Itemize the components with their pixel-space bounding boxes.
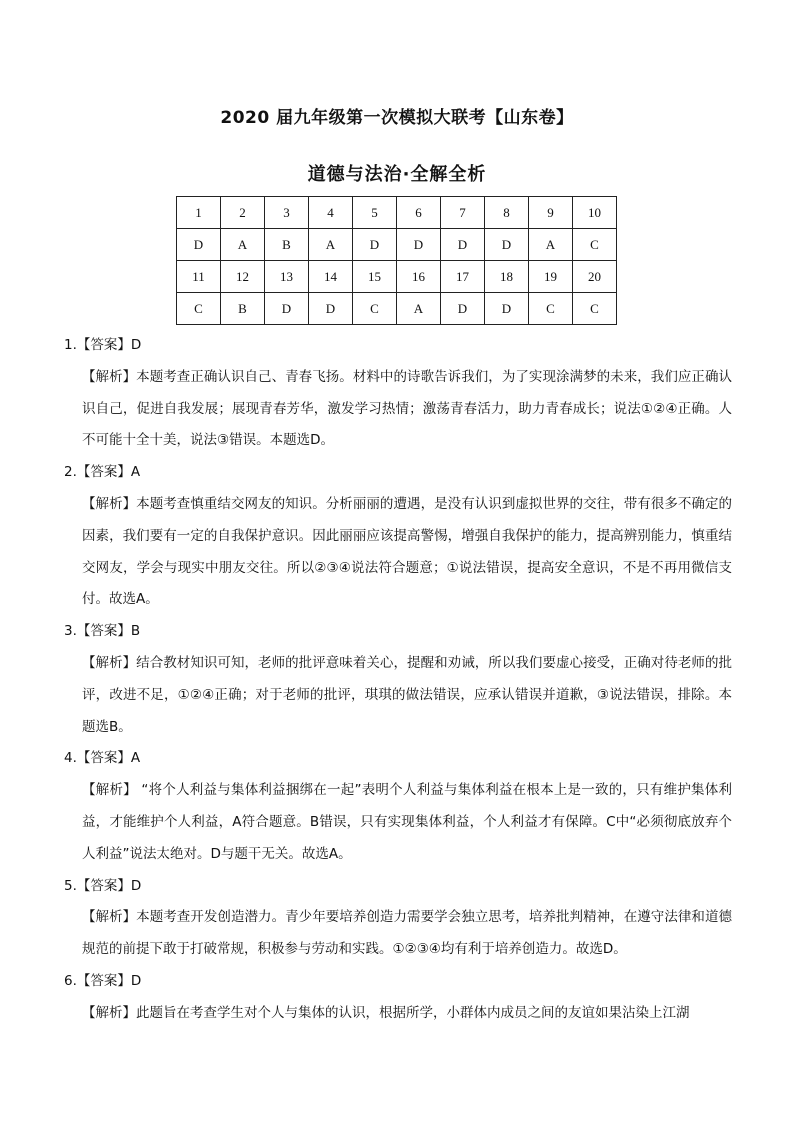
table-row bbox=[177, 229, 617, 261]
answer-heading: 2.【答案】A bbox=[64, 464, 141, 481]
table-cell: 4 bbox=[309, 197, 353, 229]
answer-heading: 1.【答案】D bbox=[64, 337, 142, 353]
table-cell: D bbox=[353, 229, 397, 261]
answer-table bbox=[176, 196, 617, 325]
table-cell: A bbox=[529, 229, 573, 261]
table-cell: B bbox=[221, 293, 265, 325]
table-cell: 15 bbox=[353, 261, 397, 293]
table-cell: 6 bbox=[397, 197, 441, 229]
page-subtitle: 道德与法治·全解全析 bbox=[307, 164, 487, 185]
table-cell: D bbox=[265, 293, 309, 325]
answer-heading: 3.【答案】B bbox=[64, 623, 141, 640]
table-cell: 5 bbox=[353, 197, 397, 229]
table-cell: 1 bbox=[177, 197, 221, 229]
table-cell: 14 bbox=[309, 261, 353, 293]
table-cell: 9 bbox=[529, 197, 573, 229]
table-cell: A bbox=[397, 293, 441, 325]
table-cell: D bbox=[485, 229, 529, 261]
table-cell: D bbox=[397, 229, 441, 261]
answer-heading: 4.【答案】A bbox=[64, 750, 141, 767]
table-cell: D bbox=[441, 229, 485, 261]
analysis-text: 【解析】此题旨在考查学生对个人与集体的认识，根据所学，小群体内成员之间的友谊如果沾染上江湖 bbox=[82, 1004, 690, 1021]
table-cell: C bbox=[177, 293, 221, 325]
table-row bbox=[177, 293, 617, 325]
table-cell: 17 bbox=[441, 261, 485, 293]
explanations bbox=[64, 330, 732, 1030]
table-cell: 10 bbox=[573, 197, 617, 229]
table-cell: C bbox=[573, 293, 617, 325]
table-cell: 11 bbox=[177, 261, 221, 293]
table-cell: C bbox=[573, 229, 617, 261]
table-cell: 16 bbox=[397, 261, 441, 293]
table-cell: 19 bbox=[529, 261, 573, 293]
table-cell: 13 bbox=[265, 261, 309, 293]
table-cell: C bbox=[529, 293, 573, 325]
table-cell: D bbox=[309, 293, 353, 325]
answer-heading: 6.【答案】D bbox=[64, 972, 142, 989]
table-cell: D bbox=[485, 293, 529, 325]
table-cell: 18 bbox=[485, 261, 529, 293]
analysis-text: 【解析】本题考查慎重结交网友的知识。分析丽丽的遭遇，是没有认识到虚拟世界的交往，带有很多不确定的因素，我们要有一定的自我保护意识。因此丽丽应该提高警惕，增强自我保护的能力，提高辨别能力，慎重结交网友，学会与现实中朋友交往。所以②③④说法符合题意；①说法错误，提高安全意识，不是不再用微信支付。故选A。 bbox=[82, 495, 732, 608]
page-title: 2020 届九年级第一次模拟大联考【山东卷】 bbox=[220, 108, 574, 128]
table-cell: 12 bbox=[221, 261, 265, 293]
table-row bbox=[177, 197, 617, 229]
table-cell: A bbox=[309, 229, 353, 261]
table-cell: 3 bbox=[265, 197, 309, 229]
table-row bbox=[177, 261, 617, 293]
table-cell: D bbox=[441, 293, 485, 325]
table-cell: 20 bbox=[573, 261, 617, 293]
table-cell: B bbox=[265, 229, 309, 261]
table-cell: A bbox=[221, 229, 265, 261]
table-cell: 2 bbox=[221, 197, 265, 229]
analysis-text: 【解析】结合教材知识可知，老师的批评意味着关心，提醒和劝诫，所以我们要虚心接受，正确对待老师的批评，改进不足，①②④正确；对于老师的批评，琪琪的做法错误，应承认错误并道歉，③说法错误，排除。本题选B。 bbox=[82, 654, 732, 735]
table-cell: 8 bbox=[485, 197, 529, 229]
analysis-text: 【解析】本题考查开发创造潜力。青少年要培养创造力需要学会独立思考，培养批判精神，在遵守法律和道德规范的前提下敢于打破常规，积极参与劳动和实践。①②③④均有利于培养创造力。故选D。 bbox=[82, 909, 732, 958]
table-cell: 7 bbox=[441, 197, 485, 229]
table-cell: D bbox=[177, 229, 221, 261]
answer-heading: 5.【答案】D bbox=[64, 877, 142, 894]
analysis-text: 【解析】本题考查正确认识自己、青春飞扬。材料中的诗歌告诉我们，为了实现涂满梦的未来，我们应正确认识自己，促进自我发展；展现青春芳华，激发学习热情；激荡青春活力，助力青春成长；说法①②④正确。人不可能十全十美，说法③错误。本题选D。 bbox=[82, 368, 732, 449]
analysis-text: 【解析】 “将个人利益与集体利益捆绑在一起”表明个人利益与集体利益在根本上是一致的，只有维护集体利益，才能维护个人利益，A符合题意。B错误，只有实现集体利益，个人利益才有保障。C中“必须彻底放弃个人利益”说法太绝对。D与题干无关。故选A。 bbox=[82, 782, 732, 862]
table-cell: C bbox=[353, 293, 397, 325]
